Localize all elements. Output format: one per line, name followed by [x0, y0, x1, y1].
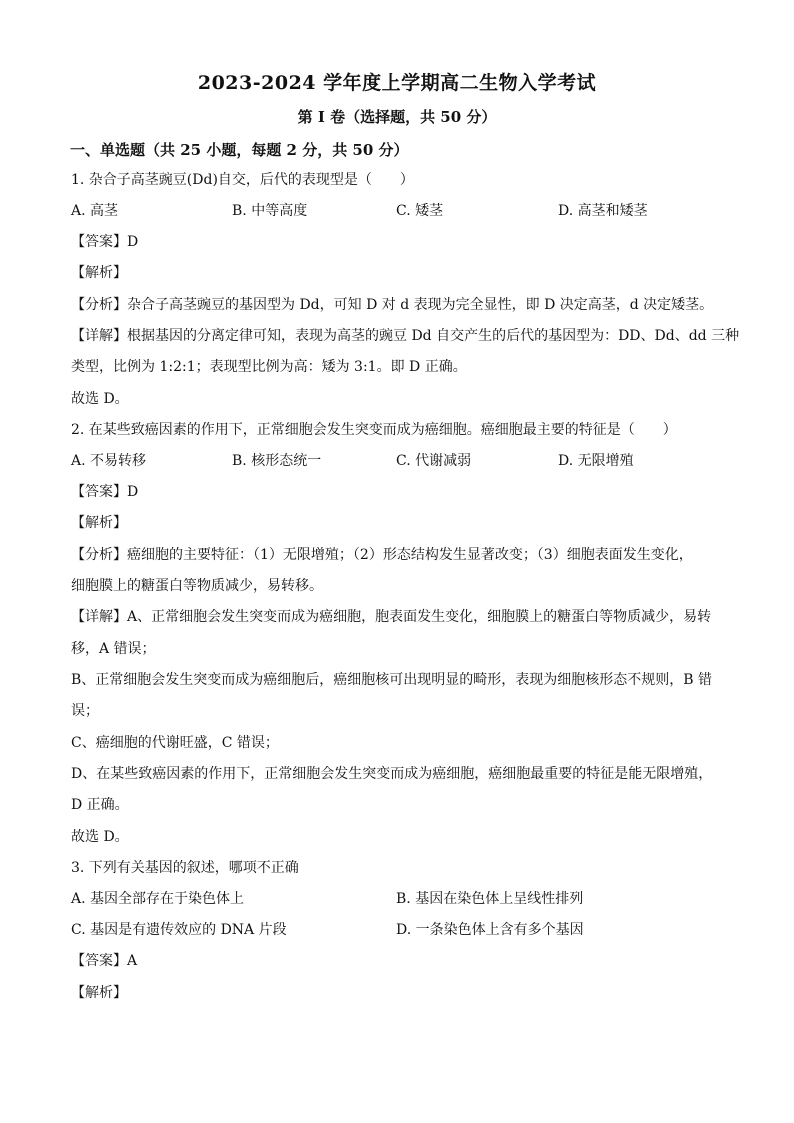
question-2-xiangjie: 【详解】A、正常细胞会发生突变而成为癌细胞，胞表面发生变化，细胞膜上的糖蛋白等物质减少，易转: [71, 609, 712, 625]
question-3-option-d: D. 一条染色体上含有多个基因: [396, 922, 584, 938]
question-2-option-b-explain: B、正常细胞会发生突变而成为癌细胞后，癌细胞核可出现明显的畸形，表现为细胞核形态不规则，B 错: [71, 672, 713, 688]
question-3-option-b: B. 基因在染色体上呈线性排列: [396, 891, 584, 907]
question-2-xiangjie-cont: 移，A 错误；: [71, 641, 156, 657]
question-3-answer: 【答案】A: [71, 953, 138, 969]
question-2-conclusion: 故选 D。: [71, 829, 129, 845]
question-2-option-c: C. 代谢减弱: [396, 453, 472, 469]
question-2-analysis-label: 【解析】: [71, 515, 127, 531]
question-2-fenxi-cont: 细胞膜上的糖蛋白等物质减少，易转移。: [71, 578, 323, 594]
section-heading: 一、单选题（共 25 小题，每题 2 分，共 50 分）: [70, 141, 409, 159]
question-2-option-b: B. 核形态统一: [232, 453, 322, 469]
question-3-option-a: A. 基因全部存在于染色体上: [71, 891, 245, 907]
question-2-answer: 【答案】D: [71, 484, 139, 500]
question-1-option-a: A. 高茎: [71, 203, 119, 219]
question-2-stem: 2. 在某些致癌因素的作用下，正常细胞会发生突变而成为癌细胞。癌细胞最主要的特征是（ ）: [71, 422, 677, 438]
question-2-option-d-explain-cont: D 正确。: [71, 797, 129, 813]
question-3-analysis-label: 【解析】: [71, 985, 127, 1001]
exam-subtitle: 第 I 卷（选择题，共 50 分）: [297, 108, 497, 126]
question-2-option-a: A. 不易转移: [71, 453, 147, 469]
question-2-option-c-explain: C、癌细胞的代谢旺盛，C 错误；: [71, 735, 279, 751]
question-2-fenxi: 【分析】癌细胞的主要特征：（1）无限增殖；（2）形态结构发生显著改变；（3）细胞表面发生变化，: [71, 547, 693, 563]
question-1-option-c: C. 矮茎: [396, 203, 444, 219]
question-2-option-b-explain-cont: 误；: [71, 703, 99, 719]
question-1-option-d: D. 高茎和矮茎: [558, 203, 648, 219]
question-2-option-d: D. 无限增殖: [558, 453, 634, 469]
question-1-stem: 1. 杂合子高茎豌豆(Dd)自交，后代的表现型是（ ）: [71, 172, 414, 188]
question-1-conclusion: 故选 D。: [71, 391, 129, 407]
question-3-option-c: C. 基因是有遗传效应的 DNA 片段: [71, 922, 287, 938]
question-1-answer: 【答案】D: [71, 234, 139, 250]
question-1-xiangjie: 【详解】根据基因的分离定律可知，表现为高茎的豌豆 Dd 自交产生的后代的基因型为：DD、Dd、dd 三种: [71, 328, 740, 344]
question-2-option-d-explain: D、在某些致癌因素的作用下，正常细胞会发生突变而成为癌细胞，癌细胞最重要的特征是能无限增殖，: [71, 766, 713, 782]
question-1-option-b: B. 中等高度: [232, 203, 308, 219]
question-1-fenxi: 【分析】杂合子高茎豌豆的基因型为 Dd，可知 D 对 d 表现为完全显性，即 D 决定高茎，d 决定矮茎。: [71, 297, 714, 313]
question-1-xiangjie-cont: 类型，比例为 1:2:1；表现型比例为高：矮为 3:1。即 D 正确。: [71, 359, 467, 375]
question-3-stem: 3. 下列有关基因的叙述，哪项不正确: [71, 860, 299, 876]
question-1-analysis-label: 【解析】: [71, 265, 127, 281]
exam-title: 2023-2024 学年度上学期高二生物入学考试: [197, 72, 597, 94]
